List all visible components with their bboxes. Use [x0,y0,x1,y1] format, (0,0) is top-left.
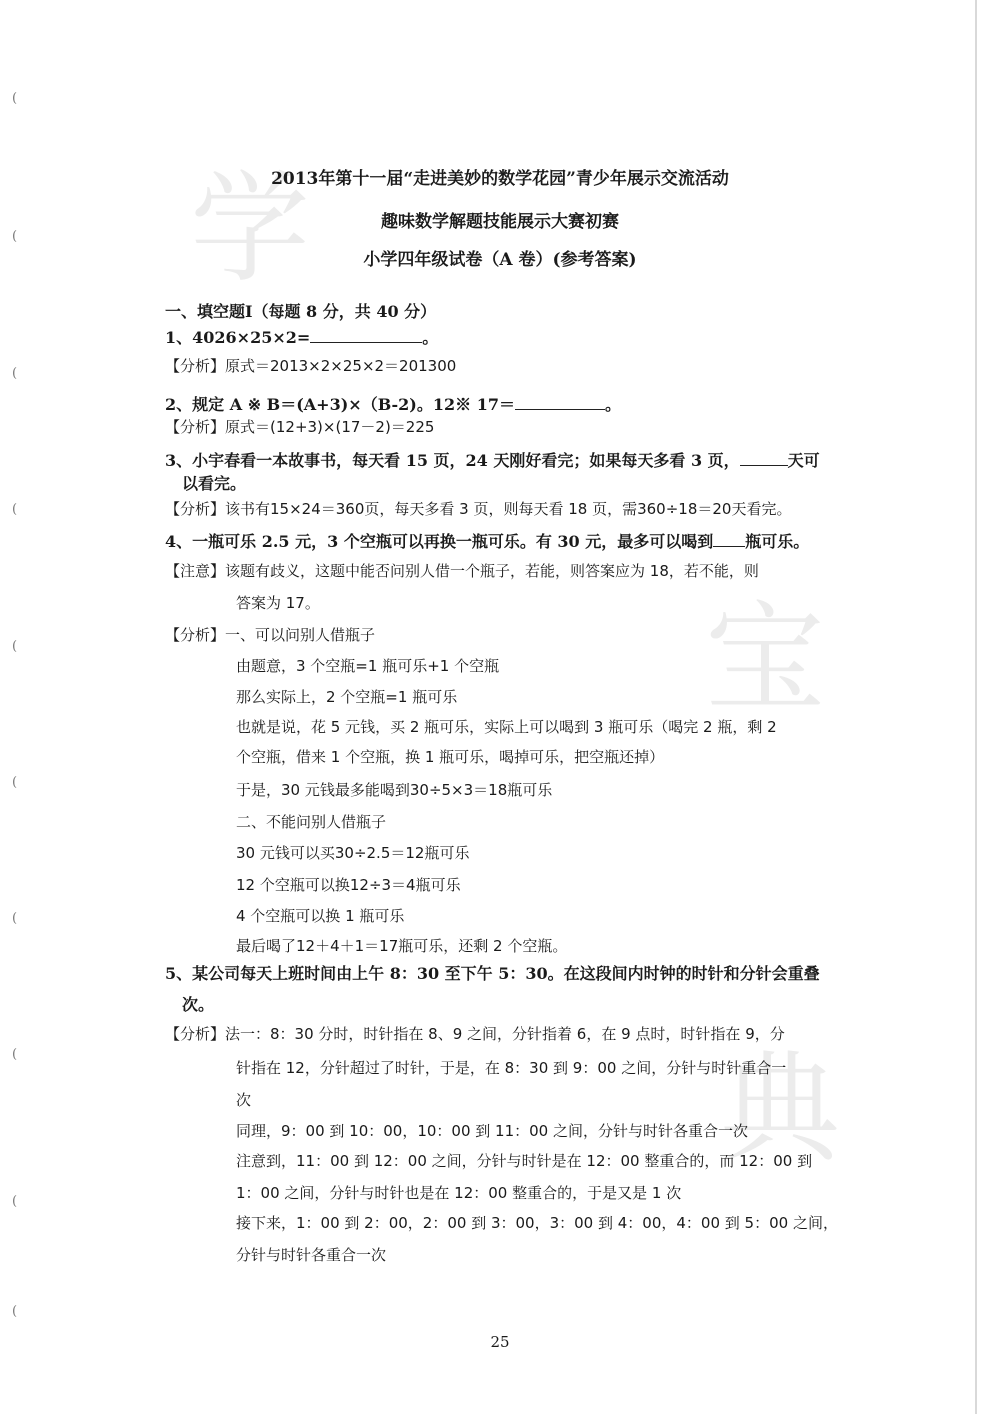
analysis-3: 【分析】该书有15×24＝360页，每天多看 3 页，则每天看 18 页，需360÷18＝20天看完。 [165,500,792,518]
question-5: 5、某公司每天上班时间由上午 8：30 至下午 5：30。在这段间内时钟的时针和分针会重叠 [165,964,820,983]
analysis-tag: 【分析】 [165,626,226,644]
question-text: 4、一瓶可乐 2.5 元，3 个空瓶可以再换一瓶可乐。有 30 元，最多可以喝到 [165,532,714,551]
question-text: 2、规定 A ※ B＝(A+3)×（B-2)。12※ 17＝ [165,395,515,414]
answer-blank [713,530,745,547]
question-4 [165,530,809,552]
question-3 [165,449,820,471]
analysis-line: 那么实际上，2 个空瓶=1 瓶可乐 [236,688,458,706]
question-text: 1、4026×25×2= [165,328,311,347]
document-subtitle: 趣味数学解题技能展示大赛初赛 [381,212,619,232]
binding-hole-mark: ( [12,1194,18,1209]
analysis-line: 4 个空瓶可以换 1 瓶可乐 [236,907,405,925]
question-3-continued: 以看完。 [182,474,247,493]
analysis-line: 分针与时针各重合一次 [236,1246,387,1264]
answer-blank [740,449,788,466]
analysis-line: 针指在 12，分针超过了时针，于是，在 8：30 到 9：00 之间，分针与时针重合一 [236,1059,787,1077]
binding-hole-mark: ( [12,91,18,106]
exam-paper-title: 小学四年级试卷（A 卷）(参考答案) [363,250,637,270]
analysis-5-header [165,1024,785,1044]
question-2 [165,393,621,415]
question-text: 天可 [787,451,820,470]
analysis-line: 最后喝了12＋4＋1＝17瓶可乐，还剩 2 个空瓶。 [236,937,568,955]
watermark-char: 宝 [705,590,825,729]
answer-blank [515,393,605,410]
question-text: 。 [422,328,439,347]
analysis-line: 12 个空瓶可以换12÷3＝4瓶可乐 [236,876,461,894]
watermark-char: 学 [190,160,310,299]
note-4-continued: 答案为 17。 [236,594,320,612]
analysis-line: 二、不能问别人借瓶子 [236,813,387,831]
section-heading: 一、填空题Ⅰ（每题 8 分，共 40 分） [165,302,437,321]
binding-hole-mark: ( [12,366,18,381]
document-title: 2013年第十一届“走进美妙的数学花园”青少年展示交流活动 [271,169,729,189]
analysis-line: 次 [236,1091,252,1109]
question-1 [165,326,438,348]
analysis-line: 一、可以问别人借瓶子 [225,626,376,644]
analysis-2: 【分析】原式＝(12+3)×(17－2)＝225 [165,418,435,436]
analysis-line: 于是，30 元钱最多能喝到30÷5×3＝18瓶可乐 [236,781,553,799]
analysis-line: 1：00 之间，分针与时针也是在 12：00 整重合的，于是又是 1 次 [236,1184,682,1202]
analysis-4-header [165,625,375,645]
analysis-line: 注意到，11：00 到 12：00 之间，分针与时针是在 12：00 整重合的，而 12：00 到 [236,1152,813,1170]
question-text: 3、小宇春看一本故事书，每天看 15 页，24 天刚好看完；如果每天多看 3 页， [165,451,740,470]
analysis-1: 【分析】原式＝2013×2×25×2＝201300 [165,357,457,375]
analysis-line: 由题意，3 个空瓶=1 瓶可乐+1 个空瓶 [236,657,500,675]
analysis-line: 接下来，1：00 到 2：00，2：00 到 3：00，3：00 到 4：00，4：00 到 5：00 之间， [236,1214,838,1232]
analysis-tag: 【分析】 [165,1025,226,1043]
binding-hole-mark: ( [12,911,18,926]
binding-hole-mark: ( [12,639,18,654]
note-4 [165,561,759,581]
note-text: 该题有歧义，这题中能否问别人借一个瓶子，若能，则答案应为 18，若不能，则 [225,562,759,580]
analysis-line: 个空瓶，借来 1 个空瓶，换 1 瓶可乐，喝掉可乐，把空瓶还掉） [236,748,665,766]
note-tag: 【注意】 [165,562,226,580]
watermark-char: 典 [720,1040,840,1179]
analysis-line: 法一：8：30 分时，时针指在 8、9 之间，分针指着 6，在 9 点时，时针指在 9，分 [225,1025,785,1043]
question-5-continued: 次。 [182,995,215,1014]
analysis-line: 30 元钱可以买30÷2.5＝12瓶可乐 [236,844,470,862]
binding-hole-mark: ( [12,229,18,244]
page-number: 25 [490,1333,510,1351]
answer-blank [310,326,422,343]
analysis-line: 也就是说，花 5 元钱，买 2 瓶可乐，实际上可以喝到 3 瓶可乐（喝完 2 瓶，剩 2 [236,718,777,736]
question-text: 。 [604,395,621,414]
binding-hole-mark: ( [12,502,18,517]
binding-hole-mark: ( [12,775,18,790]
analysis-line: 同理，9：00 到 10：00，10：00 到 11：00 之间，分针与时针各重合一次 [236,1122,748,1140]
binding-hole-mark: ( [12,1047,18,1062]
binding-hole-mark: ( [12,1304,18,1319]
question-text: 瓶可乐。 [745,532,810,551]
